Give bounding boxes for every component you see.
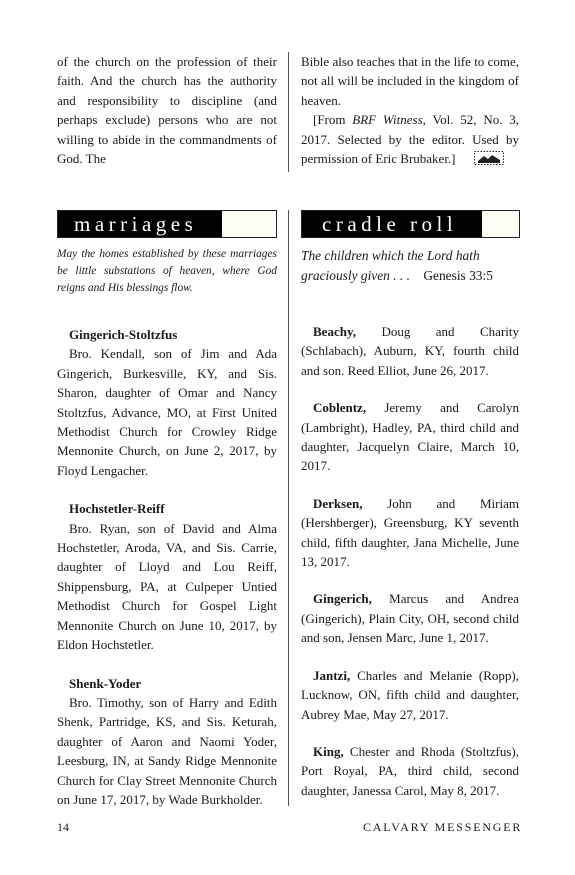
end-mark-icon [462, 151, 492, 165]
marriage-text: Bro. Ryan, son of David and Alma Hochstetler, Aroda, VA, and Sis. Carrie, daughter of Lloyd and Lou Reiff, Shippensburg, PA, at Culpeper Untied Methodist Church for Gospel Light Mennonite Church on June 10, 2017, by Eldon Hochstetler. [57, 520, 277, 653]
marriage-text: Bro. Timothy, son of Harry and Edith Shenk, Partridge, KS, and Sis. Keturah, daughter of Aaron and Naomi Yoder, Leesburg, IN, at Sandy Ridge Mennonite Church for Clay Street Mennonite Church on June 17, 2017, by Wade Burkholder. [57, 694, 277, 807]
column-rule [288, 210, 289, 806]
article-attribution: [From BRF Witness, Vol. 52, No. 3, 2017. Selected by the editor. Used by permission of Eric Brubaker.] [301, 112, 520, 167]
marriage-title: Hochstetler-Reiff [69, 501, 165, 517]
marriage-entry [57, 325, 277, 480]
birth-entry: Derksen, John and Miriam (Hershberger), Greensburg, KY seventh child, fifth daughter, Jana Michelle, June 13, 2017. [301, 495, 519, 570]
cradle-roll-list [301, 322, 519, 800]
marriage-title: Shenk-Yoder [69, 675, 142, 691]
page-number: 14 [57, 820, 69, 834]
article-continuation-right [301, 52, 519, 168]
marriage-entry [57, 674, 277, 810]
marriages-banner [57, 210, 277, 238]
birth-entry: Jantzi, Charles and Melanie (Ropp), Lucknow, ON, fifth child and daughter, Aubrey Mae, May 27, 2017. [301, 667, 520, 722]
birth-entry: Gingerich, Marcus and Andrea (Gingerich), Plain City, OH, second child and son, Jensen Marc, June 1, 2017. [301, 591, 519, 646]
cradle-roll-banner [301, 210, 520, 238]
running-footer: CALVARY MESSENGER [363, 820, 523, 834]
birth-entry: Beachy, Doug and Charity (Schlabach), Auburn, KY, fourth child and son. Reed Elliot, June 26, 2017. [301, 324, 519, 378]
article-text: Bible also teaches that in the life to come, not all will be included in the kingdom of heaven. [301, 54, 519, 108]
marriages-heading: marriages [58, 211, 222, 237]
marriages-list [57, 325, 277, 809]
cradle-roll-heading: cradle roll [302, 211, 482, 237]
source-title: BRF Witness [352, 112, 423, 128]
cradle-roll-intro: The children which the Lord hath graciously given . . . Genesis 33:5 [301, 248, 493, 283]
birth-entry: Coblentz, Jeremy and Carolyn (Lambright), Hadley, PA, third child and daughter, Jacquelyn Claire, March 10, 2017. [301, 400, 519, 474]
marriage-entry [57, 499, 277, 654]
birth-entry: King, Chester and Rhoda (Stoltzfus), Port Royal, PA, third child, second daughter, Janessa Carol, May 8, 2017. [301, 743, 519, 798]
article-text: of the church on the profession of their faith. And the church has the authority and responsibility to discipline (and perhaps exclude) persons who are not willing to abide in the commandments of God. The [57, 54, 277, 167]
article-continuation-left [57, 52, 277, 168]
marriage-text: Bro. Kendall, son of Jim and Ada Gingerich, Burkesville, KY, and Sis. Sharon, daughter of Omar and Nancy Stoltzfus, Advance, MO, at First United Methodist Church for Crowley Ridge Mennonite Church, on June 2, 2017, by Floyd Lengacher. [57, 346, 277, 478]
marriage-title: Gingerich-Stoltzfus [69, 327, 178, 342]
scripture-reference: Genesis 33:5 [423, 268, 493, 283]
marriages-intro: May the homes established by these marriages be little substations of heaven, where God reigns and His blessings flow. [57, 248, 277, 294]
top-column-rule [288, 52, 289, 172]
